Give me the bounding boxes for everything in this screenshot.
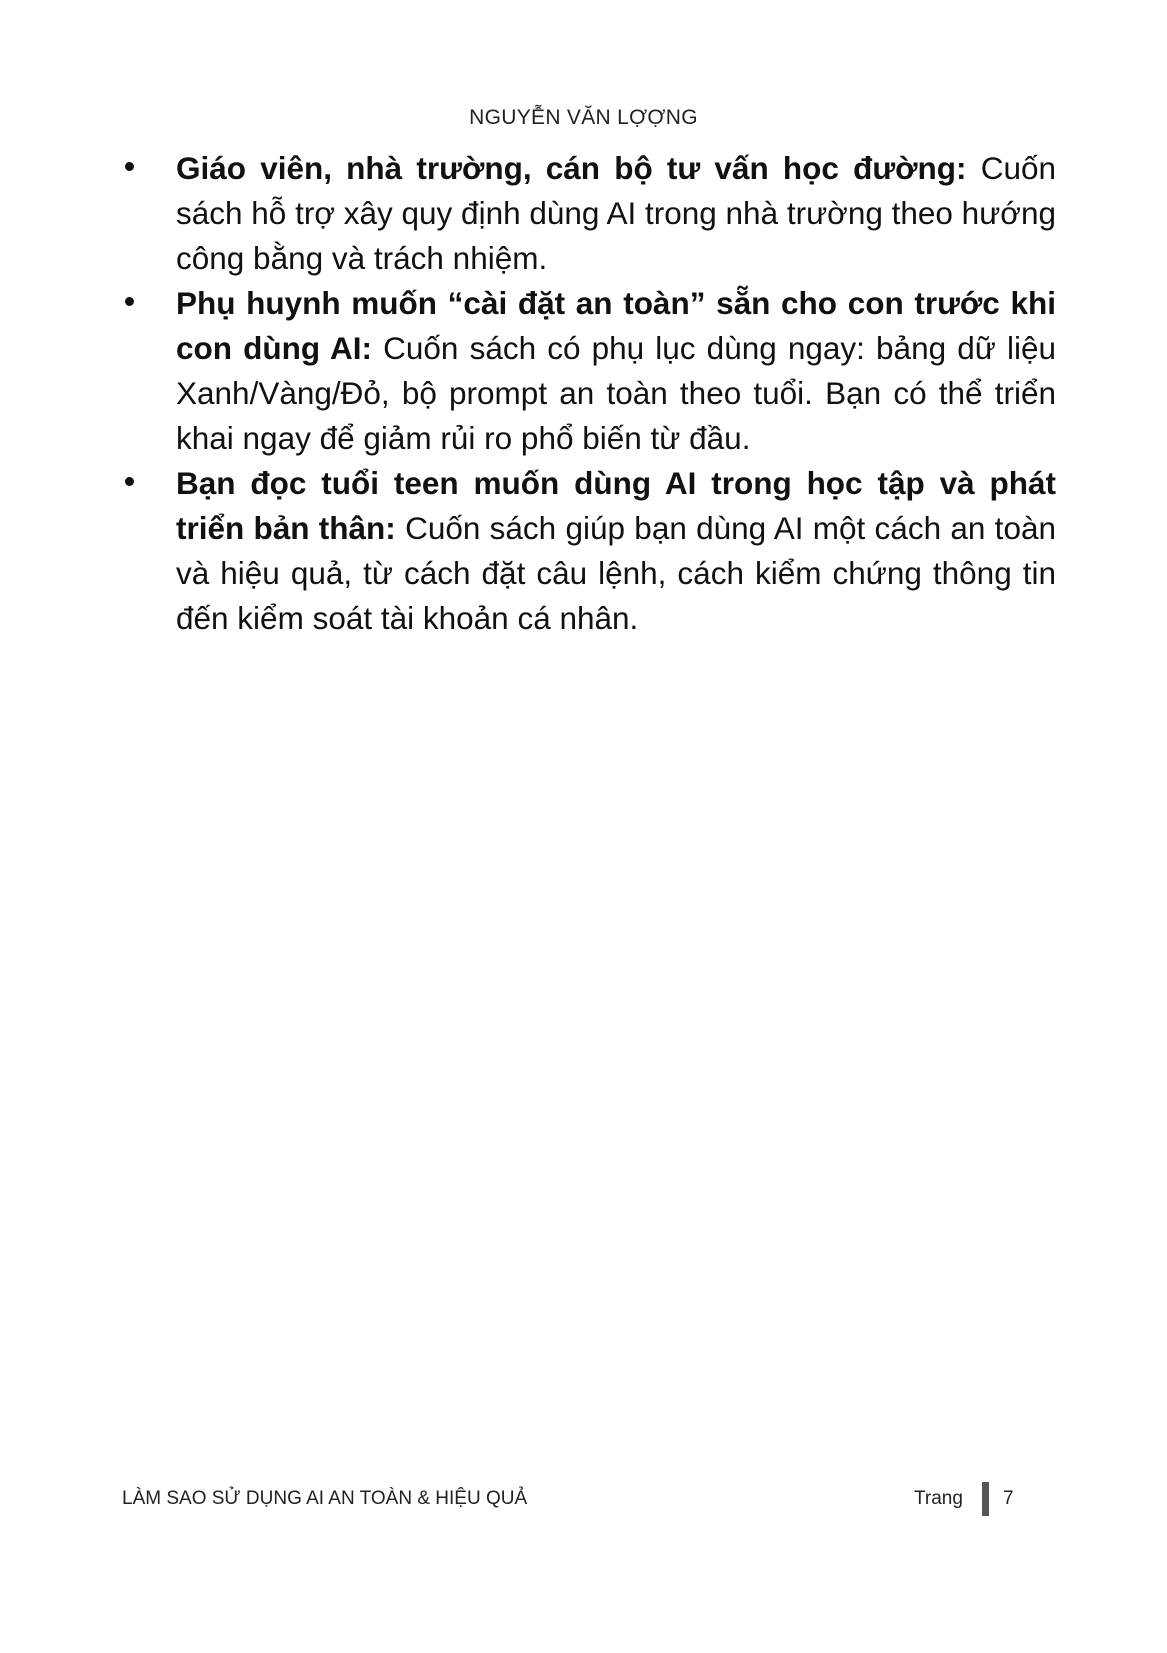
audience-bullet-list [120,146,1056,641]
author-name: NGUYỄN VĂN LỢỢNG [469,106,698,129]
bullet-body-text: Cuốn sách giúp bạn dùng AI một cách an toàn và hiệu quả, từ cách đặt câu lệnh, cách kiểm chứng thông tin đến kiểm soát tài khoản cá nhân. [176,510,1056,636]
footer-page-label: Trang [914,1488,963,1509]
page-header [0,106,1167,130]
bullet-icon [125,162,134,171]
bullet-lead-text: Phụ huynh muốn “cài đặt an toàn” sẵn cho con trước khi con dùng AI: [176,285,1056,366]
bullet-body-text: Cuốn sách có phụ lục dùng ngay: bảng dữ liệu Xanh/Vàng/Đỏ, bộ prompt an toàn theo tuổi. Bạn có thể triển khai ngay để giảm rủi ro phổ biến từ đầu. [176,330,1056,456]
bullet-icon [125,297,134,306]
bullet-lead-text: Giáo viên, nhà trường, cán bộ tư vấn học đường: [176,150,967,186]
page-content [120,146,1056,641]
list-item [120,281,1056,461]
bullet-lead-text: Bạn đọc tuổi teen muốn dùng AI trong học tập và phát triển bản thân: [176,465,1056,546]
bullet-body-text: Cuốn sách hỗ trợ xây quy định dùng AI trong nhà trường theo hướng công bằng và trách nhiệm. [176,150,1056,276]
footer-book-title: LÀM SAO SỬ DỤNG AI AN TOÀN & HIỆU QUẢ [122,1488,528,1509]
footer-page-number: 7 [1003,1488,1014,1509]
bullet-icon [125,477,134,486]
list-item [120,146,1056,281]
list-item [120,461,1056,641]
footer-divider-bar [982,1482,989,1516]
page-footer [122,1482,1022,1516]
